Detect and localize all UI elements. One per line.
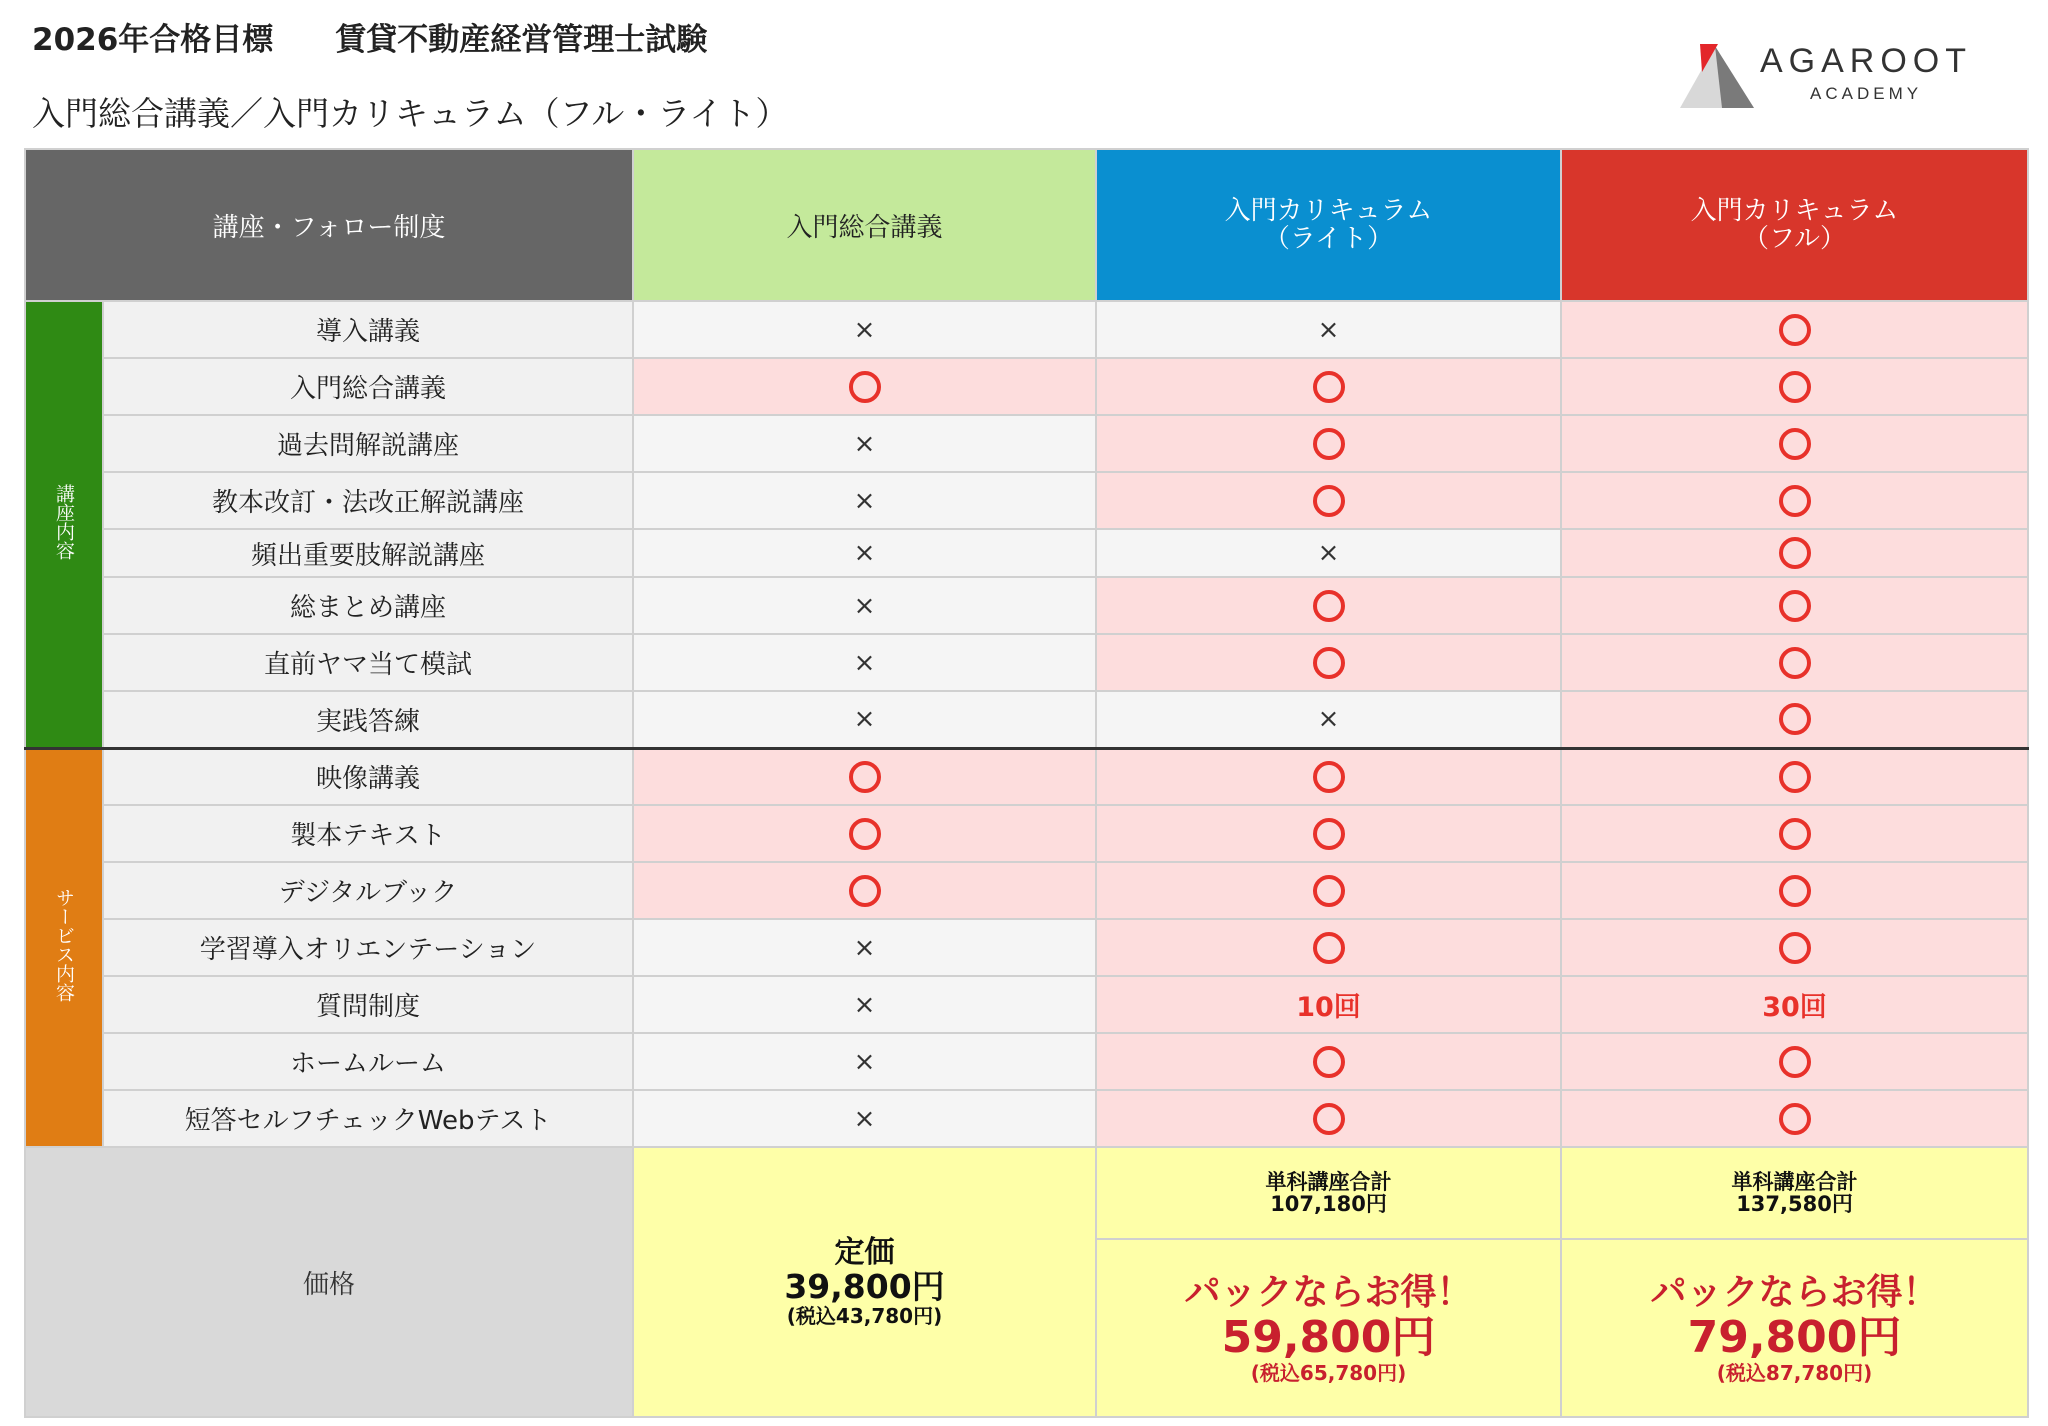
feature-name: 映像講義 bbox=[103, 748, 633, 805]
excluded-cross-icon: × bbox=[853, 1046, 876, 1077]
plan-cell bbox=[1096, 919, 1561, 976]
excluded-cross-icon: × bbox=[853, 704, 876, 735]
feature-name: 質問制度 bbox=[103, 976, 633, 1033]
plan-cell bbox=[1096, 976, 1561, 1033]
table-body bbox=[25, 301, 2028, 1417]
plan-cell bbox=[1096, 358, 1561, 415]
table-row bbox=[25, 919, 2028, 976]
plan-cell bbox=[633, 358, 1096, 415]
price-label: 価格 bbox=[25, 1147, 633, 1417]
included-circle-icon bbox=[1779, 761, 1811, 793]
excluded-cross-icon: × bbox=[1317, 704, 1340, 735]
group-label-text: サービス内容 bbox=[53, 888, 75, 1003]
plan-cell bbox=[633, 748, 1096, 805]
plan-cell bbox=[1096, 748, 1561, 805]
excluded-cross-icon: × bbox=[1317, 538, 1340, 568]
price-sum-cell bbox=[1561, 1147, 2028, 1239]
included-circle-icon bbox=[1313, 647, 1345, 679]
sum-value: 137,580円 bbox=[1736, 1192, 1853, 1216]
included-circle-icon bbox=[1779, 703, 1811, 735]
table-row bbox=[25, 1090, 2028, 1147]
plan-cell bbox=[1561, 358, 2028, 415]
group-label bbox=[25, 301, 103, 748]
plan-cell bbox=[1096, 415, 1561, 472]
included-circle-icon bbox=[1779, 647, 1811, 679]
price-cell-sogo bbox=[633, 1147, 1096, 1417]
comparison-table bbox=[24, 148, 2029, 1418]
plan-cell bbox=[1561, 976, 2028, 1033]
pack-price-cell bbox=[1561, 1239, 2028, 1417]
price-sum-cell bbox=[1096, 1147, 1561, 1239]
feature-name: 実践答練 bbox=[103, 691, 633, 748]
plan-cell bbox=[1561, 805, 2028, 862]
plan-cell bbox=[633, 862, 1096, 919]
pack-price: 59,800円 bbox=[1221, 1312, 1436, 1363]
page-subtitle: 入門総合講義／入門カリキュラム（フル・ライト） bbox=[32, 94, 789, 133]
plan-cell bbox=[1096, 529, 1561, 577]
excluded-cross-icon: × bbox=[853, 314, 876, 345]
plan-cell bbox=[1096, 577, 1561, 634]
plan-cell bbox=[1561, 748, 2028, 805]
included-circle-icon bbox=[1779, 371, 1811, 403]
plan-cell bbox=[633, 415, 1096, 472]
feature-name: デジタルブック bbox=[103, 862, 633, 919]
excluded-cross-icon: × bbox=[1317, 314, 1340, 345]
table-row bbox=[25, 529, 2028, 577]
included-circle-icon bbox=[1313, 1046, 1345, 1078]
plan-cell bbox=[633, 472, 1096, 529]
price-list-value: 39,800円 bbox=[784, 1267, 945, 1306]
logo-name: AGAROOT bbox=[1760, 42, 1973, 80]
included-circle-icon bbox=[1779, 537, 1811, 569]
included-circle-icon bbox=[1779, 932, 1811, 964]
sum-label: 単科講座合計 bbox=[1731, 1170, 1858, 1194]
plan-cell bbox=[1561, 862, 2028, 919]
table-row bbox=[25, 1033, 2028, 1090]
plan-cell bbox=[1561, 1033, 2028, 1090]
table-row bbox=[25, 634, 2028, 691]
excluded-cross-icon: × bbox=[853, 989, 876, 1020]
feature-name: ホームルーム bbox=[103, 1033, 633, 1090]
plan-header-sogo: 入門総合講義 bbox=[633, 149, 1096, 301]
included-circle-icon bbox=[1779, 485, 1811, 517]
excluded-cross-icon: × bbox=[853, 590, 876, 621]
plan-cell bbox=[1561, 577, 2028, 634]
pack-promo: パックならお得！ bbox=[1184, 1272, 1473, 1313]
plan-cell bbox=[633, 577, 1096, 634]
table-row bbox=[25, 748, 2028, 805]
plan-cell bbox=[633, 919, 1096, 976]
table-row bbox=[25, 301, 2028, 358]
pack-price-cell bbox=[1096, 1239, 1561, 1417]
plan-cell bbox=[1561, 691, 2028, 748]
feature-name: 導入講義 bbox=[103, 301, 633, 358]
included-circle-icon bbox=[1313, 1103, 1345, 1135]
plan-cell bbox=[633, 1090, 1096, 1147]
plan-cell bbox=[1096, 301, 1561, 358]
plan-cell bbox=[633, 691, 1096, 748]
included-circle-icon bbox=[1779, 875, 1811, 907]
excluded-cross-icon: × bbox=[853, 647, 876, 678]
table-row bbox=[25, 472, 2028, 529]
agaroot-logo bbox=[1670, 34, 2000, 114]
table-row bbox=[25, 691, 2028, 748]
excluded-cross-icon: × bbox=[853, 932, 876, 963]
table-row bbox=[25, 862, 2028, 919]
included-circle-icon bbox=[1313, 875, 1345, 907]
plan-cell bbox=[1096, 805, 1561, 862]
included-circle-icon bbox=[1313, 485, 1345, 517]
plan-cell bbox=[633, 1033, 1096, 1090]
table-row bbox=[25, 976, 2028, 1033]
plan-cell bbox=[1096, 634, 1561, 691]
excluded-cross-icon: × bbox=[853, 1103, 876, 1134]
sum-label: 単科講座合計 bbox=[1265, 1170, 1392, 1194]
included-circle-icon bbox=[1313, 371, 1345, 403]
price-list-tax: (税込43,780円) bbox=[786, 1304, 943, 1328]
question-count: 30回 bbox=[1762, 992, 1827, 1023]
included-circle-icon bbox=[1313, 761, 1345, 793]
pack-price-tax: (税込87,780円) bbox=[1716, 1361, 1873, 1385]
plan-header-light bbox=[1096, 149, 1561, 301]
included-circle-icon bbox=[1779, 1103, 1811, 1135]
excluded-cross-icon: × bbox=[853, 538, 876, 568]
feature-name: 入門総合講義 bbox=[103, 358, 633, 415]
included-circle-icon bbox=[1779, 590, 1811, 622]
plan-cell bbox=[633, 805, 1096, 862]
plan-header-full-label: 入門カリキュラム （フル） bbox=[1690, 196, 1899, 254]
header-row bbox=[25, 149, 2028, 301]
included-circle-icon bbox=[1779, 818, 1811, 850]
question-count: 10回 bbox=[1296, 992, 1361, 1023]
plan-cell bbox=[633, 976, 1096, 1033]
included-circle-icon bbox=[849, 371, 881, 403]
group-label-text: 講座内容 bbox=[53, 483, 75, 560]
plan-header-light-label: 入門カリキュラム （ライト） bbox=[1224, 196, 1433, 254]
included-circle-icon bbox=[1313, 932, 1345, 964]
included-circle-icon bbox=[1779, 314, 1811, 346]
plan-cell bbox=[633, 529, 1096, 577]
included-circle-icon bbox=[1313, 818, 1345, 850]
included-circle-icon bbox=[849, 761, 881, 793]
table-row bbox=[25, 577, 2028, 634]
feature-name: 短答セルフチェックWebテスト bbox=[103, 1090, 633, 1147]
plan-cell bbox=[1096, 1090, 1561, 1147]
plan-cell bbox=[1096, 862, 1561, 919]
agaroot-logo-icon bbox=[1670, 34, 1760, 114]
plan-cell bbox=[1561, 472, 2028, 529]
price-list-label: 定価 bbox=[834, 1235, 895, 1270]
feature-name: 過去問解説講座 bbox=[103, 415, 633, 472]
plan-cell bbox=[1561, 919, 2028, 976]
plan-cell bbox=[1096, 1033, 1561, 1090]
included-circle-icon bbox=[849, 875, 881, 907]
excluded-cross-icon: × bbox=[853, 428, 876, 459]
feature-name: 教本改訂・法改正解説講座 bbox=[103, 472, 633, 529]
feature-name: 総まとめ講座 bbox=[103, 577, 633, 634]
group-label bbox=[25, 748, 103, 1147]
feature-name: 頻出重要肢解説講座 bbox=[103, 529, 633, 577]
feature-name: 直前ヤマ当て模試 bbox=[103, 634, 633, 691]
plan-cell bbox=[1561, 529, 2028, 577]
included-circle-icon bbox=[1313, 428, 1345, 460]
plan-cell bbox=[1096, 472, 1561, 529]
plan-cell bbox=[1561, 301, 2028, 358]
table-row bbox=[25, 415, 2028, 472]
plan-cell bbox=[633, 634, 1096, 691]
plan-cell bbox=[633, 301, 1096, 358]
sum-value: 107,180円 bbox=[1270, 1192, 1387, 1216]
table-row bbox=[25, 358, 2028, 415]
feature-header: 講座・フォロー制度 bbox=[25, 149, 633, 301]
feature-name: 学習導入オリエンテーション bbox=[103, 919, 633, 976]
plan-cell bbox=[1561, 634, 2028, 691]
page-title: 2026年合格目標 賃貸不動産経営管理士試験 bbox=[32, 22, 708, 58]
table-row bbox=[25, 805, 2028, 862]
included-circle-icon bbox=[1779, 428, 1811, 460]
pack-promo: パックならお得！ bbox=[1650, 1272, 1939, 1313]
plan-cell bbox=[1096, 691, 1561, 748]
excluded-cross-icon: × bbox=[853, 485, 876, 516]
pack-price: 79,800円 bbox=[1687, 1312, 1902, 1363]
included-circle-icon bbox=[1313, 590, 1345, 622]
feature-name: 製本テキスト bbox=[103, 805, 633, 862]
plan-cell bbox=[1561, 1090, 2028, 1147]
included-circle-icon bbox=[849, 818, 881, 850]
price-row bbox=[25, 1147, 2028, 1239]
included-circle-icon bbox=[1779, 1046, 1811, 1078]
plan-cell bbox=[1561, 415, 2028, 472]
pack-price-tax: (税込65,780円) bbox=[1250, 1361, 1407, 1385]
logo-sub: ACADEMY bbox=[1810, 84, 1923, 103]
plan-header-full bbox=[1561, 149, 2028, 301]
